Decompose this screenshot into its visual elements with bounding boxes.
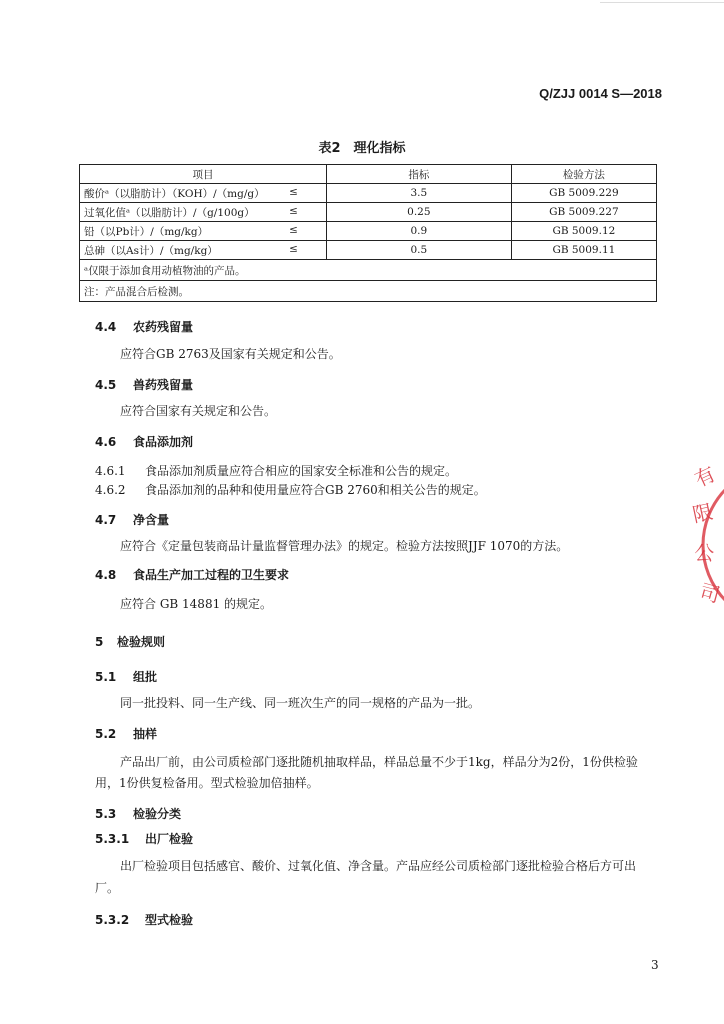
section-heading-4-4 [95,318,193,335]
standard-code: Q/ZJJ 0014 S—2018 [539,86,662,101]
section-text-5-3-1-line2: 厂。 [95,881,120,895]
section-text-4-4: 应符合GB 2763及国家有关规定和公告。 [120,347,341,361]
item-label: 过氧化值ᵃ（以脂肪计）/（g/100g） [84,206,255,219]
table-cell-method: GB 5009.12 [511,222,656,241]
table-cell-value: 3.5 [326,184,511,203]
subsection-text: 食品添加剂的品种和使用量应符合GB 2760和相关公告的规定。 [145,483,486,497]
section-title: 食品生产加工过程的卫生要求 [133,568,290,582]
seal-text-char: 限 [690,499,715,527]
subsection-title: 出厂检验 [145,832,194,846]
subsection-heading-5-3-2 [95,911,193,928]
table-note: 注：产品混合后检测。 [80,281,657,302]
subsection-number: 5.3.1 [95,832,130,846]
table-cell-value: 0.25 [326,203,511,222]
chapter-title: 检验规则 [117,635,166,649]
section-number: 4.8 [95,568,117,582]
table-row [80,203,657,222]
physicochemical-table [79,164,657,302]
section-text-5-1: 同一批投料、同一生产线、同一班次生产的同一规格的产品为一批。 [120,696,481,710]
section-number: 4.7 [95,513,117,527]
section-number: 4.6 [95,435,117,449]
table-cell-method: GB 5009.227 [511,203,656,222]
subsection-title: 型式检验 [145,913,194,927]
column-header: 指标 [326,165,511,184]
table-cell-item [80,222,327,241]
seal-text-char: 有 [690,461,720,492]
table-cell-value: 0.5 [326,241,511,260]
section-heading-4-5 [95,376,193,393]
section-heading-5-3 [95,805,181,822]
section-heading-4-7 [95,511,169,528]
section-title: 兽药残留量 [133,378,194,392]
comparison-operator: ≤ [289,186,298,198]
item-label: 铅（以Pb计）/（mg/kg） [84,225,209,238]
chapter-heading-5 [95,633,165,650]
table-cell-item [80,203,327,222]
section-number: 4.4 [95,320,117,334]
section-title: 抽样 [133,727,158,741]
subsection-text: 食品添加剂质量应符合相应的国家安全标准和公告的规定。 [145,464,458,478]
table-row [80,241,657,260]
column-header: 检验方法 [511,165,656,184]
table-title: 表2 理化指标 [318,141,406,156]
table-cell-method: GB 5009.11 [511,241,656,260]
table-footnote-row [80,260,657,281]
table-header-row [80,165,657,184]
table-cell-item [80,184,327,203]
section-number: 5.3 [95,807,117,821]
table-note-row [80,281,657,302]
subsection-4-6-1 [95,462,457,479]
item-label: 酸价ᵃ（以脂肪计）（KOH）/（mg/g） [84,187,265,200]
section-text-4-8: 应符合 GB 14881 的规定。 [120,597,273,611]
section-title: 食品添加剂 [133,435,194,449]
column-header: 项目 [80,165,327,184]
table-cell-method: GB 5009.229 [511,184,656,203]
table-row [80,184,657,203]
subsection-4-6-2 [95,481,486,498]
section-heading-4-6 [95,433,193,450]
subsection-heading-5-3-1 [95,830,193,847]
table-cell-value: 0.9 [326,222,511,241]
section-title: 净含量 [133,513,170,527]
subsection-number: 5.3.2 [95,913,130,927]
table-footnote: ᵃ仅限于添加食用动植物油的产品。 [80,260,657,281]
table-cell-item [80,241,327,260]
section-heading-5-1 [95,668,157,685]
section-text-5-3-1-line1: 出厂检验项目包括感官、酸价、过氧化值、净含量。产品应经公司质检部门逐批检验合格后方可出 [120,859,637,873]
subsection-number: 4.6.2 [95,483,126,497]
seal-text-char: 司 [697,579,723,608]
section-number: 5.2 [95,727,117,741]
section-title: 农药残留量 [133,320,194,334]
section-number: 4.5 [95,378,117,392]
scan-edge-line [600,2,724,3]
section-heading-4-8 [95,566,289,583]
item-label: 总砷（以As计）/（mg/kg） [84,244,218,257]
section-text-5-2-line2: 用，1份供复检备用。型式检验加倍抽样。 [95,776,319,790]
subsection-number: 4.6.1 [95,464,126,478]
comparison-operator: ≤ [289,205,298,217]
section-title: 组批 [133,670,158,684]
comparison-operator: ≤ [289,243,298,255]
section-text-4-5: 应符合国家有关规定和公告。 [120,404,277,418]
section-text-5-2-line1: 产品出厂前，由公司质检部门逐批随机抽取样品，样品总量不少于1kg，样品分为2份，1份供检验 [120,755,638,769]
comparison-operator: ≤ [289,224,298,236]
section-number: 5.1 [95,670,117,684]
seal-text-char: 公 [693,540,715,566]
section-title: 检验分类 [133,807,182,821]
chapter-number: 5 [95,635,104,649]
page-number: 3 [651,958,659,972]
table-row [80,222,657,241]
section-heading-5-2 [95,725,157,742]
company-seal-stamp [688,425,724,725]
section-text-4-7: 应符合《定量包装商品计量监督管理办法》的规定。检验方法按照JJF 1070的方法。 [120,539,569,553]
